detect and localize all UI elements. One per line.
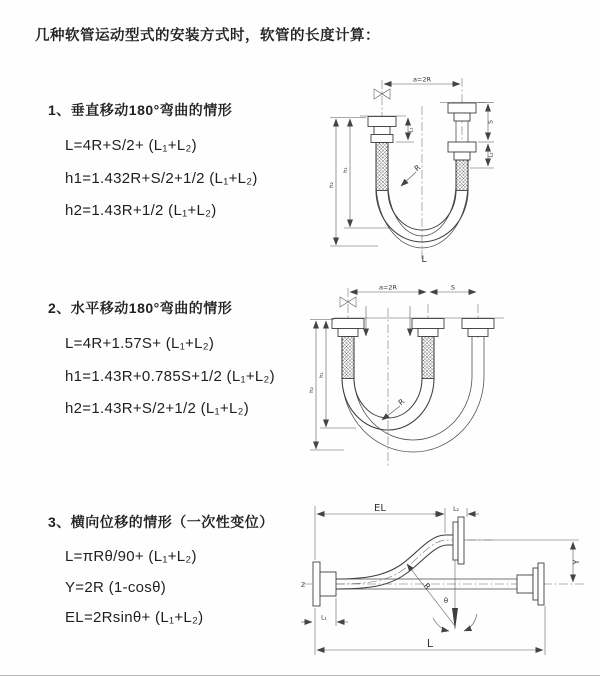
right-flange-plate (462, 319, 494, 329)
dim-label-h1: h₁ (343, 167, 349, 173)
left-flange-collar (371, 135, 393, 143)
radius-leader-line (401, 172, 416, 186)
section-3-heading: 3、横向位移的情形（一次性变位） (48, 514, 274, 530)
hose-outer-wall-pos2 (342, 340, 484, 452)
right-pipe-walls (472, 337, 484, 351)
section-1-heading: 1、垂直移动180°弯曲的情形 (48, 102, 233, 118)
left-pipe-stub (320, 572, 336, 596)
hose-bottom-wall (336, 545, 454, 592)
section-2-heading: 2、水平移动180°弯曲的情形 (48, 300, 233, 316)
dim-label-s: S (487, 120, 495, 124)
right-upper-flange-plate (448, 103, 476, 113)
section-3-formula-L: L=πRθ/90+ (L₁+L₂) (65, 548, 197, 565)
left-flange-plate (332, 319, 364, 329)
section-2-formula-L: L=4R+1.57S+ (L₁+L₂) (65, 335, 215, 352)
left-braided-section (342, 337, 354, 379)
section-3 (48, 512, 274, 634)
displaced-axis-centerline (336, 540, 495, 584)
angle-vertex-arrow (452, 608, 458, 630)
radius-label: R (396, 396, 407, 408)
right-flange-plate-inner (533, 568, 538, 600)
dim-label-l2: L₂ (488, 152, 495, 158)
left-flange-neck (374, 127, 390, 135)
right-upper-flange-neck (454, 113, 470, 121)
section-1 (48, 100, 258, 228)
section-1-formula-h2: h2=1.43R+1/2 (L₁+L₂) (65, 202, 217, 219)
diagram-vertical-u-bend (320, 70, 570, 265)
radius-label: R (412, 162, 423, 174)
right-flange-neck (468, 329, 488, 337)
section-1-formula-h1: h1=1.432R+S/2+1/2 (L₁+L₂) (65, 169, 258, 187)
section-3-formula-EL: EL=2Rsinθ+ (L₁+L₂) (65, 609, 204, 626)
section-2 (48, 298, 275, 426)
dim-label-y: Y (572, 559, 581, 565)
left-braided-section (376, 143, 388, 191)
theta-arc-right (464, 614, 477, 631)
right-lower-flange-neck (454, 152, 470, 160)
dim-label-l: L (426, 637, 434, 650)
left-flange-plate (368, 117, 396, 127)
dim-label-el: EL (374, 503, 386, 514)
section-3-formula-Y: Y=2R (1-cosθ) (65, 578, 167, 596)
dim-label-h2: h₂ (329, 182, 335, 188)
middle-flange-neck (418, 329, 438, 337)
dim-label-l1: L₁ (408, 127, 415, 133)
dim-label-a2r: a=2R (412, 75, 432, 84)
right-pipe-stub (517, 575, 533, 593)
section-2-formula-h2: h2=1.43R+S/2+1/2 (L₁+L₂) (65, 400, 250, 417)
dim-label-s: S (450, 283, 456, 292)
length-label: L (421, 255, 427, 265)
dim-label-a2r: a=2R (378, 283, 398, 292)
dim-label-l2: L₂ (453, 506, 459, 513)
section-1-formula-L: L=4R+S/2+ (L₁+L₂) (65, 137, 197, 154)
section-2-formula-h1: h1=1.43R+0.785S+1/2 (L₁+L₂) (65, 367, 275, 385)
upper-flange-plate-inner (453, 522, 458, 560)
right-flange-plate-outer (538, 563, 544, 605)
dim-label-h1: h₁ (319, 372, 325, 378)
dim-label-h2: h₂ (309, 387, 315, 393)
z-mark-label: Z (300, 582, 306, 589)
hose-top-wall (336, 535, 454, 579)
right-lower-flange-plate (448, 142, 476, 152)
dim-label-l1: L₁ (321, 614, 327, 622)
theta-arc-left (433, 618, 449, 631)
middle-braided-section (422, 337, 434, 379)
hose-inner-wall-pos2 (354, 340, 472, 440)
left-flange-neck (338, 329, 358, 337)
radius-leader-line (407, 564, 455, 626)
theta-label: θ (443, 597, 449, 605)
diagram-horizontal-u-bend (308, 280, 558, 470)
left-flange-plate (313, 562, 320, 606)
page-title: 几种软管运动型式的安装方式时，软管的长度计算： (35, 28, 380, 44)
radius-label: R (421, 581, 433, 592)
upper-flange-plate-outer (458, 517, 464, 564)
right-braided-section (456, 160, 468, 191)
middle-flange-plate (412, 319, 444, 329)
diagram-lateral-displacement (295, 500, 595, 662)
